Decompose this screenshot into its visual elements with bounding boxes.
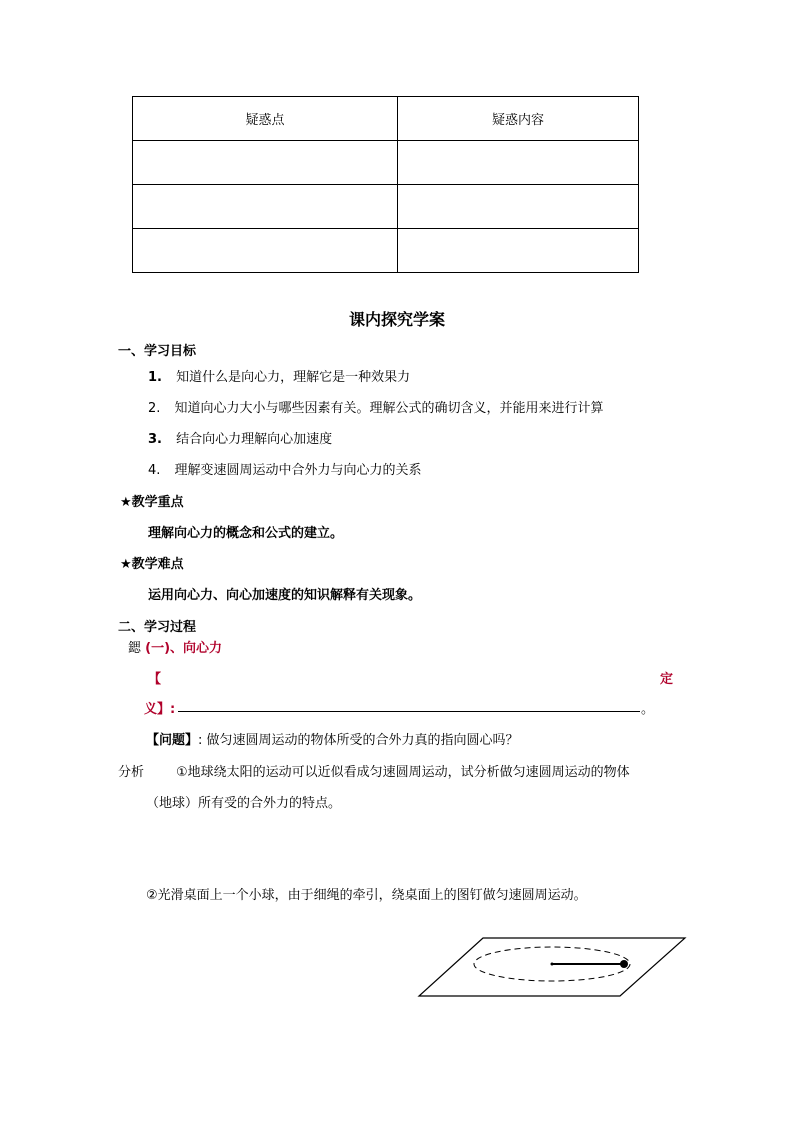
question-text: : 做匀速圆周运动的物体所受的合外力真的指向圆心吗？ <box>198 733 519 748</box>
goal-item <box>148 459 422 478</box>
doubt-table <box>132 96 639 273</box>
table-row <box>133 185 639 229</box>
tabletop-plane <box>419 938 685 996</box>
key-point-text: 理解向心力的概念和公式的建立。 <box>148 526 344 541</box>
subsection-title: (一)、向心力 <box>145 641 223 656</box>
goal-number: 4. <box>148 463 161 478</box>
definition-char: 定 <box>660 672 674 687</box>
table-cell <box>398 141 639 185</box>
question-label: 【问题】 <box>146 733 199 748</box>
tabletop-diagram <box>415 934 690 1000</box>
definition-label: 义】: <box>144 702 176 717</box>
goal-number: 2. <box>148 401 161 416</box>
header-doubt-point: 疑惑点 <box>133 97 398 141</box>
key-point-label: ★教学重点 <box>120 495 184 510</box>
analysis-label: 分析 <box>118 765 145 780</box>
question-line <box>146 729 519 748</box>
table-cell <box>133 185 398 229</box>
ball-dot <box>620 960 628 968</box>
table-header-row <box>133 97 639 141</box>
table-row <box>133 141 639 185</box>
section-learning-process: 二、学习过程 <box>118 620 197 635</box>
goal-text: 理解变速圆周运动中合外力与向心力的关系 <box>174 463 422 478</box>
goal-item <box>148 428 332 447</box>
goal-text: 知道向心力大小与哪些因素有关。理解公式的确切含义，并能用来进行计算 <box>174 401 604 416</box>
definition-open-bracket: 【 <box>148 672 162 687</box>
table-cell <box>398 229 639 273</box>
difficulty-text: 运用向心力、向心加速度的知识解释有关现象。 <box>148 588 422 603</box>
goal-item <box>148 366 410 385</box>
definition-end: 。 <box>641 702 655 717</box>
table-row <box>133 229 639 273</box>
goal-text: 知道什么是向心力，理解它是一种效果力 <box>176 370 411 385</box>
analysis-item-2: ②光滑桌面上一个小球，由于细绳的牵引，绕桌面上的图钉做匀速圆周运动。 <box>146 888 587 903</box>
analysis-item-1b: （地球）所有受的合外力的特点。 <box>146 796 342 811</box>
goal-item <box>148 397 604 416</box>
table-cell <box>398 185 639 229</box>
page-title: 课内探究学案 <box>348 310 445 329</box>
subsection-prefix: 鍶 <box>128 641 142 656</box>
analysis-item-1a: ①地球绕太阳的运动可以近似看成匀速圆周运动，试分析做匀速圆周运动的物体 <box>176 765 630 780</box>
subsection-heading <box>128 637 222 656</box>
goal-text: 结合向心力理解向心加速度 <box>176 432 333 447</box>
goal-number: 3. <box>148 432 162 447</box>
pin-dot <box>551 963 554 966</box>
table-cell <box>133 141 398 185</box>
section-learning-goals: 一、学习目标 <box>118 344 197 359</box>
definition-blank[interactable] <box>178 711 640 712</box>
goal-number: 1. <box>148 370 162 385</box>
header-doubt-content: 疑惑内容 <box>398 97 639 141</box>
table-cell <box>133 229 398 273</box>
difficulty-label: ★教学难点 <box>120 557 184 572</box>
